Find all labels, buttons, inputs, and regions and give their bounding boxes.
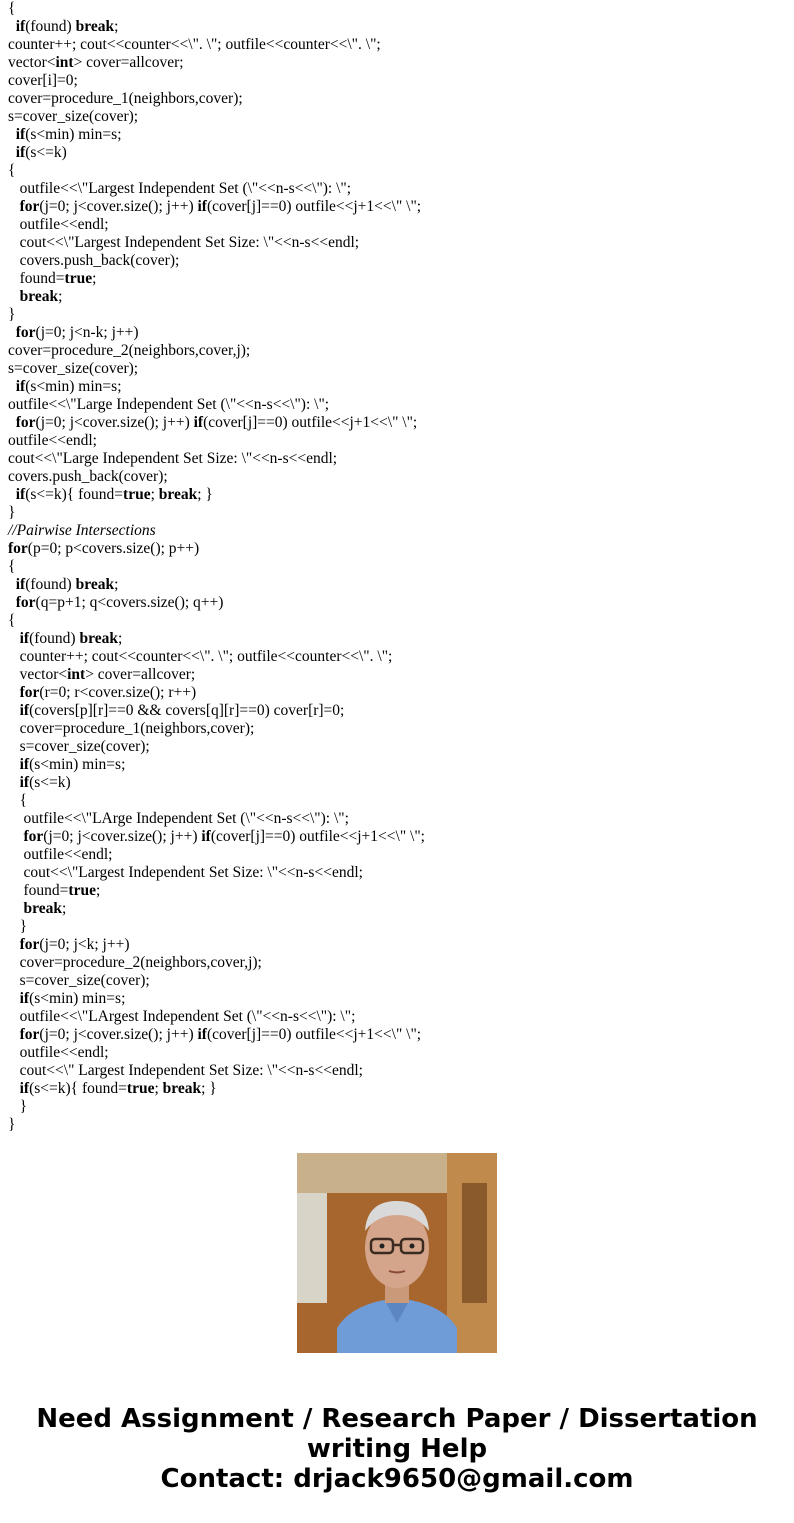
code-line: { <box>8 162 16 179</box>
code-line: if(found) break; <box>15 18 119 35</box>
code-line: } <box>8 306 16 323</box>
code-line: cover[i]=0; <box>8 72 78 89</box>
code-line: for(r=0; r<cover.size(); r++) <box>19 684 197 701</box>
code-line: found=true; <box>8 882 101 899</box>
code-line: cout<<\"Largest Independent Set Size: \"<<n-s<<endl; <box>8 864 363 881</box>
code-line: if(s<=k) <box>15 144 67 161</box>
code-line: vector<int> cover=allcover; <box>8 666 196 683</box>
code-line: counter++; cout<<counter<<\". \"; outfile<<counter<<\". \"; <box>8 648 393 665</box>
code-line: s=cover_size(cover); <box>8 108 139 125</box>
code-line: { <box>8 0 16 17</box>
code-line: cout<<\" Largest Independent Set Size: \"<<n-s<<endl; <box>8 1062 363 1079</box>
code-line: if(s<min) min=s; <box>19 990 126 1007</box>
code-line: outfile<<\"LArgest Independent Set (\"<<n-s<<\"): \"; <box>8 1008 356 1025</box>
code-line: s=cover_size(cover); <box>8 972 150 989</box>
code-line: for(j=0; j<k; j++) <box>19 936 130 953</box>
code-line: for(p=0; p<covers.size(); p++) <box>8 540 200 557</box>
code-line: s=cover_size(cover); <box>8 360 139 377</box>
code-line: } <box>8 1098 28 1115</box>
code-line: break; <box>19 288 63 305</box>
code-line: vector<int> cover=allcover; <box>8 54 184 71</box>
code-line: if(found) break; <box>19 630 123 647</box>
code-line: for(j=0; j<cover.size(); j++) if(cover[j]==0) outfile<<j+1<<\" \"; <box>15 414 418 431</box>
code-line: s=cover_size(cover); <box>8 738 150 755</box>
footer-line-2: writing Help <box>306 1434 488 1464</box>
code-line: for(j=0; j<cover.size(); j++) if(cover[j]==0) outfile<<j+1<<\" \"; <box>23 828 425 845</box>
author-avatar <box>297 1153 497 1353</box>
code-line: covers.push_back(cover); <box>8 252 180 269</box>
code-line: { <box>8 612 16 629</box>
code-line: if(covers[p][r]==0 && covers[q][r]==0) cover[r]=0; <box>19 702 345 719</box>
code-line: outfile<<endl; <box>8 846 113 863</box>
code-line: } <box>8 918 28 935</box>
code-line: cout<<\"Largest Independent Set Size: \"<<n-s<<endl; <box>8 234 360 251</box>
code-line: if(s<min) min=s; <box>15 126 122 143</box>
footer-line-1: Need Assignment / Research Paper / Dissertation <box>36 1404 758 1434</box>
code-line: if(s<min) min=s; <box>19 756 126 773</box>
code-line: cover=procedure_1(neighbors,cover); <box>8 90 243 107</box>
code-line: if(s<=k){ found=true; break; } <box>15 486 213 503</box>
code-line: outfile<<\"Large Independent Set (\"<<n-s<<\"): \"; <box>8 396 330 413</box>
code-line: cover=procedure_2(neighbors,cover,j); <box>8 954 262 971</box>
code-line: outfile<<endl; <box>8 216 109 233</box>
code-line: { <box>8 792 28 809</box>
code-line: covers.push_back(cover); <box>8 468 168 485</box>
footer-contact-line: Contact: drjack9650@gmail.com <box>160 1464 634 1494</box>
code-line: counter++; cout<<counter<<\". \"; outfile<<counter<<\". \"; <box>8 36 381 53</box>
code-line: if(found) break; <box>15 576 119 593</box>
code-line: outfile<<\"LArge Independent Set (\"<<n-s<<\"): \"; <box>8 810 349 827</box>
code-line: outfile<<endl; <box>8 1044 109 1061</box>
portrait-illustration <box>297 1153 497 1353</box>
code-listing <box>8 0 788 1133</box>
code-line: for(q=p+1; q<covers.size(); q++) <box>15 594 224 611</box>
code-line: } <box>8 504 16 521</box>
code-line: for(j=0; j<cover.size(); j++) if(cover[j]==0) outfile<<j+1<<\" \"; <box>19 198 422 215</box>
code-line: for(j=0; j<n-k; j++) <box>15 324 139 341</box>
code-line: break; <box>23 900 67 917</box>
code-line: cout<<\"Large Independent Set Size: \"<<n-s<<endl; <box>8 450 338 467</box>
code-line: if(s<=k) <box>19 774 71 791</box>
code-line: { <box>8 558 16 575</box>
contact-footer <box>0 1404 794 1494</box>
code-line: cover=procedure_1(neighbors,cover); <box>8 720 255 737</box>
code-line: found=true; <box>8 270 97 287</box>
code-line: if(s<=k){ found=true; break; } <box>19 1080 217 1097</box>
code-line: } <box>8 1116 16 1133</box>
code-line: cover=procedure_2(neighbors,cover,j); <box>8 342 251 359</box>
code-line: if(s<min) min=s; <box>15 378 122 395</box>
code-line: outfile<<\"Largest Independent Set (\"<<n-s<<\"): \"; <box>8 180 352 197</box>
code-line: //Pairwise Intersections <box>8 522 156 539</box>
code-line: outfile<<endl; <box>8 432 97 449</box>
code-line: for(j=0; j<cover.size(); j++) if(cover[j]==0) outfile<<j+1<<\" \"; <box>19 1026 422 1043</box>
